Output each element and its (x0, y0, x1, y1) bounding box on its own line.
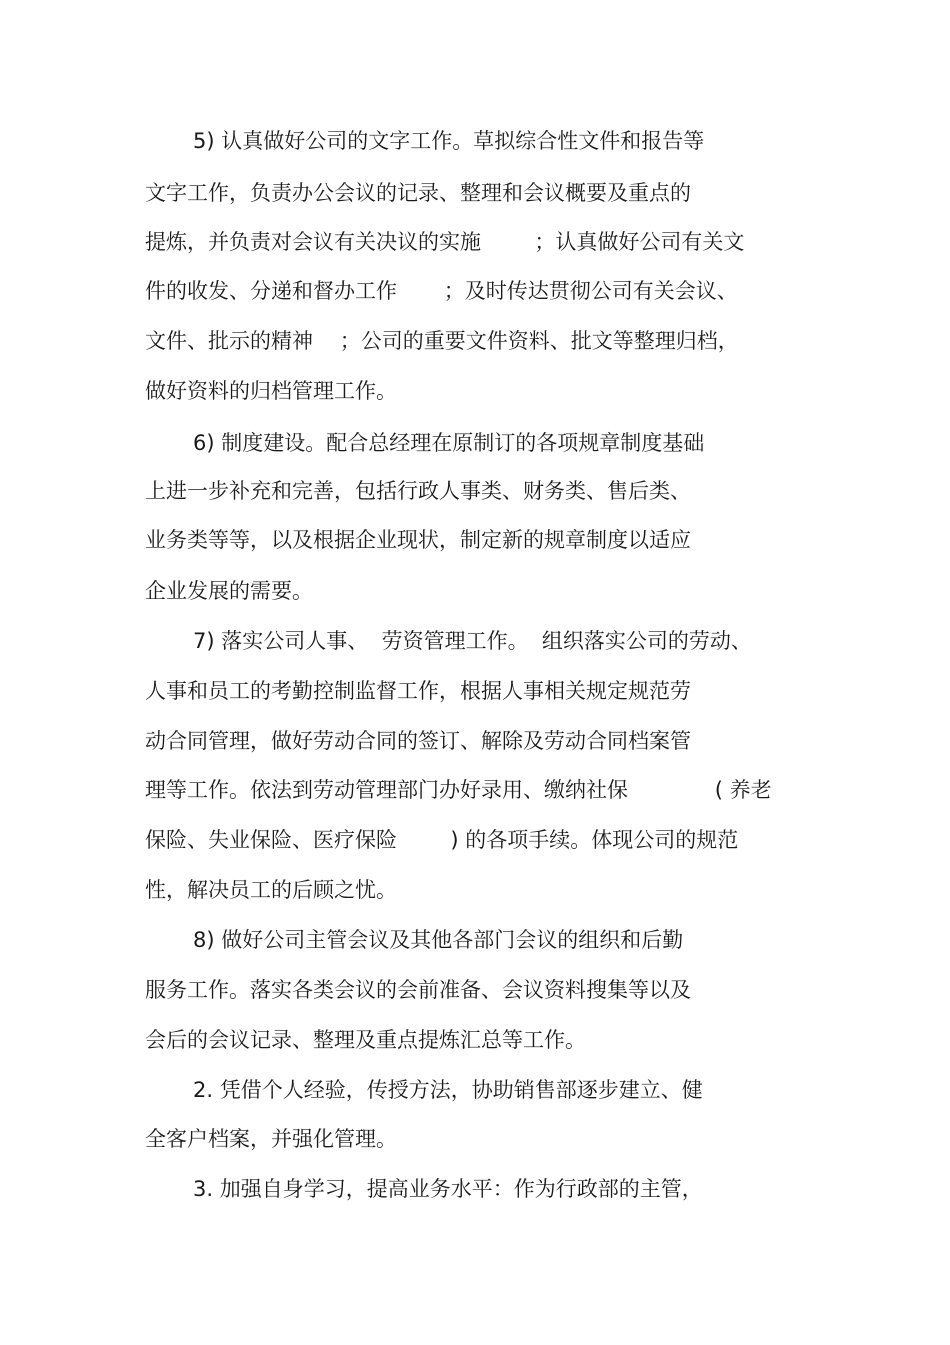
text-line: 保险、失业保险、医疗保险 ) 的各项手续。体现公司的规范 (145, 828, 739, 852)
text-line: 7) 落实公司人事、 劳资管理工作。 组织落实公司的劳动、 (193, 629, 752, 653)
text-line: 人事和员工的考勤控制监督工作，根据人事相关规定规范劳 (145, 679, 691, 703)
text-line: 文字工作，负责办公会议的记录、整理和会议概要及重点的 (145, 181, 691, 205)
text-line: 6) 制度建设。配合总经理在原制订的各项规章制度基础 (193, 431, 705, 455)
text-line: 服务工作。落实各类会议的会前准备、会议资料搜集等以及 (145, 978, 691, 1002)
text-line: 全客户档案，并强化管理。 (145, 1127, 397, 1151)
text-line: 上进一步补充和完善，包括行政人事类、财务类、售后类、 (145, 479, 691, 503)
text-line: 提炼，并负责对会议有关决议的实施 ；认真做好公司有关文 (145, 230, 745, 254)
text-line: 文件、批示的精神 ；公司的重要文件资料、批文等整理归档， (145, 329, 739, 353)
text-line: 性，解决员工的后顾之忧。 (145, 878, 397, 902)
text-line: 业务类等等，以及根据企业现状，制定新的规章制度以适应 (145, 528, 691, 552)
text-line: 企业发展的需要。 (145, 579, 313, 603)
text-line: 5) 认真做好公司的文字工作。草拟综合性文件和报告等 (193, 129, 705, 153)
text-line: 动合同管理，做好劳动合同的签订、解除及劳动合同档案管 (145, 729, 691, 753)
text-line: 会后的会议记录、整理及重点提炼汇总等工作。 (145, 1028, 586, 1052)
text-line: 件的收发、分递和督办工作 ；及时传达贯彻公司有关会议、 (145, 279, 738, 303)
text-line: 3. 加强自身学习，提高业务水平：作为行政部的主管， (193, 1177, 703, 1201)
text-line: 理等工作。依法到劳动管理部门办好录用、缴纳社保 ( 养老 (145, 778, 772, 802)
text-line: 做好资料的归档管理工作。 (145, 379, 397, 403)
text-line: 2. 凭借个人经验，传授方法，协助销售部逐步建立、健 (193, 1078, 703, 1102)
text-line: 8) 做好公司主管会议及其他各部门会议的组织和后勤 (193, 928, 684, 952)
